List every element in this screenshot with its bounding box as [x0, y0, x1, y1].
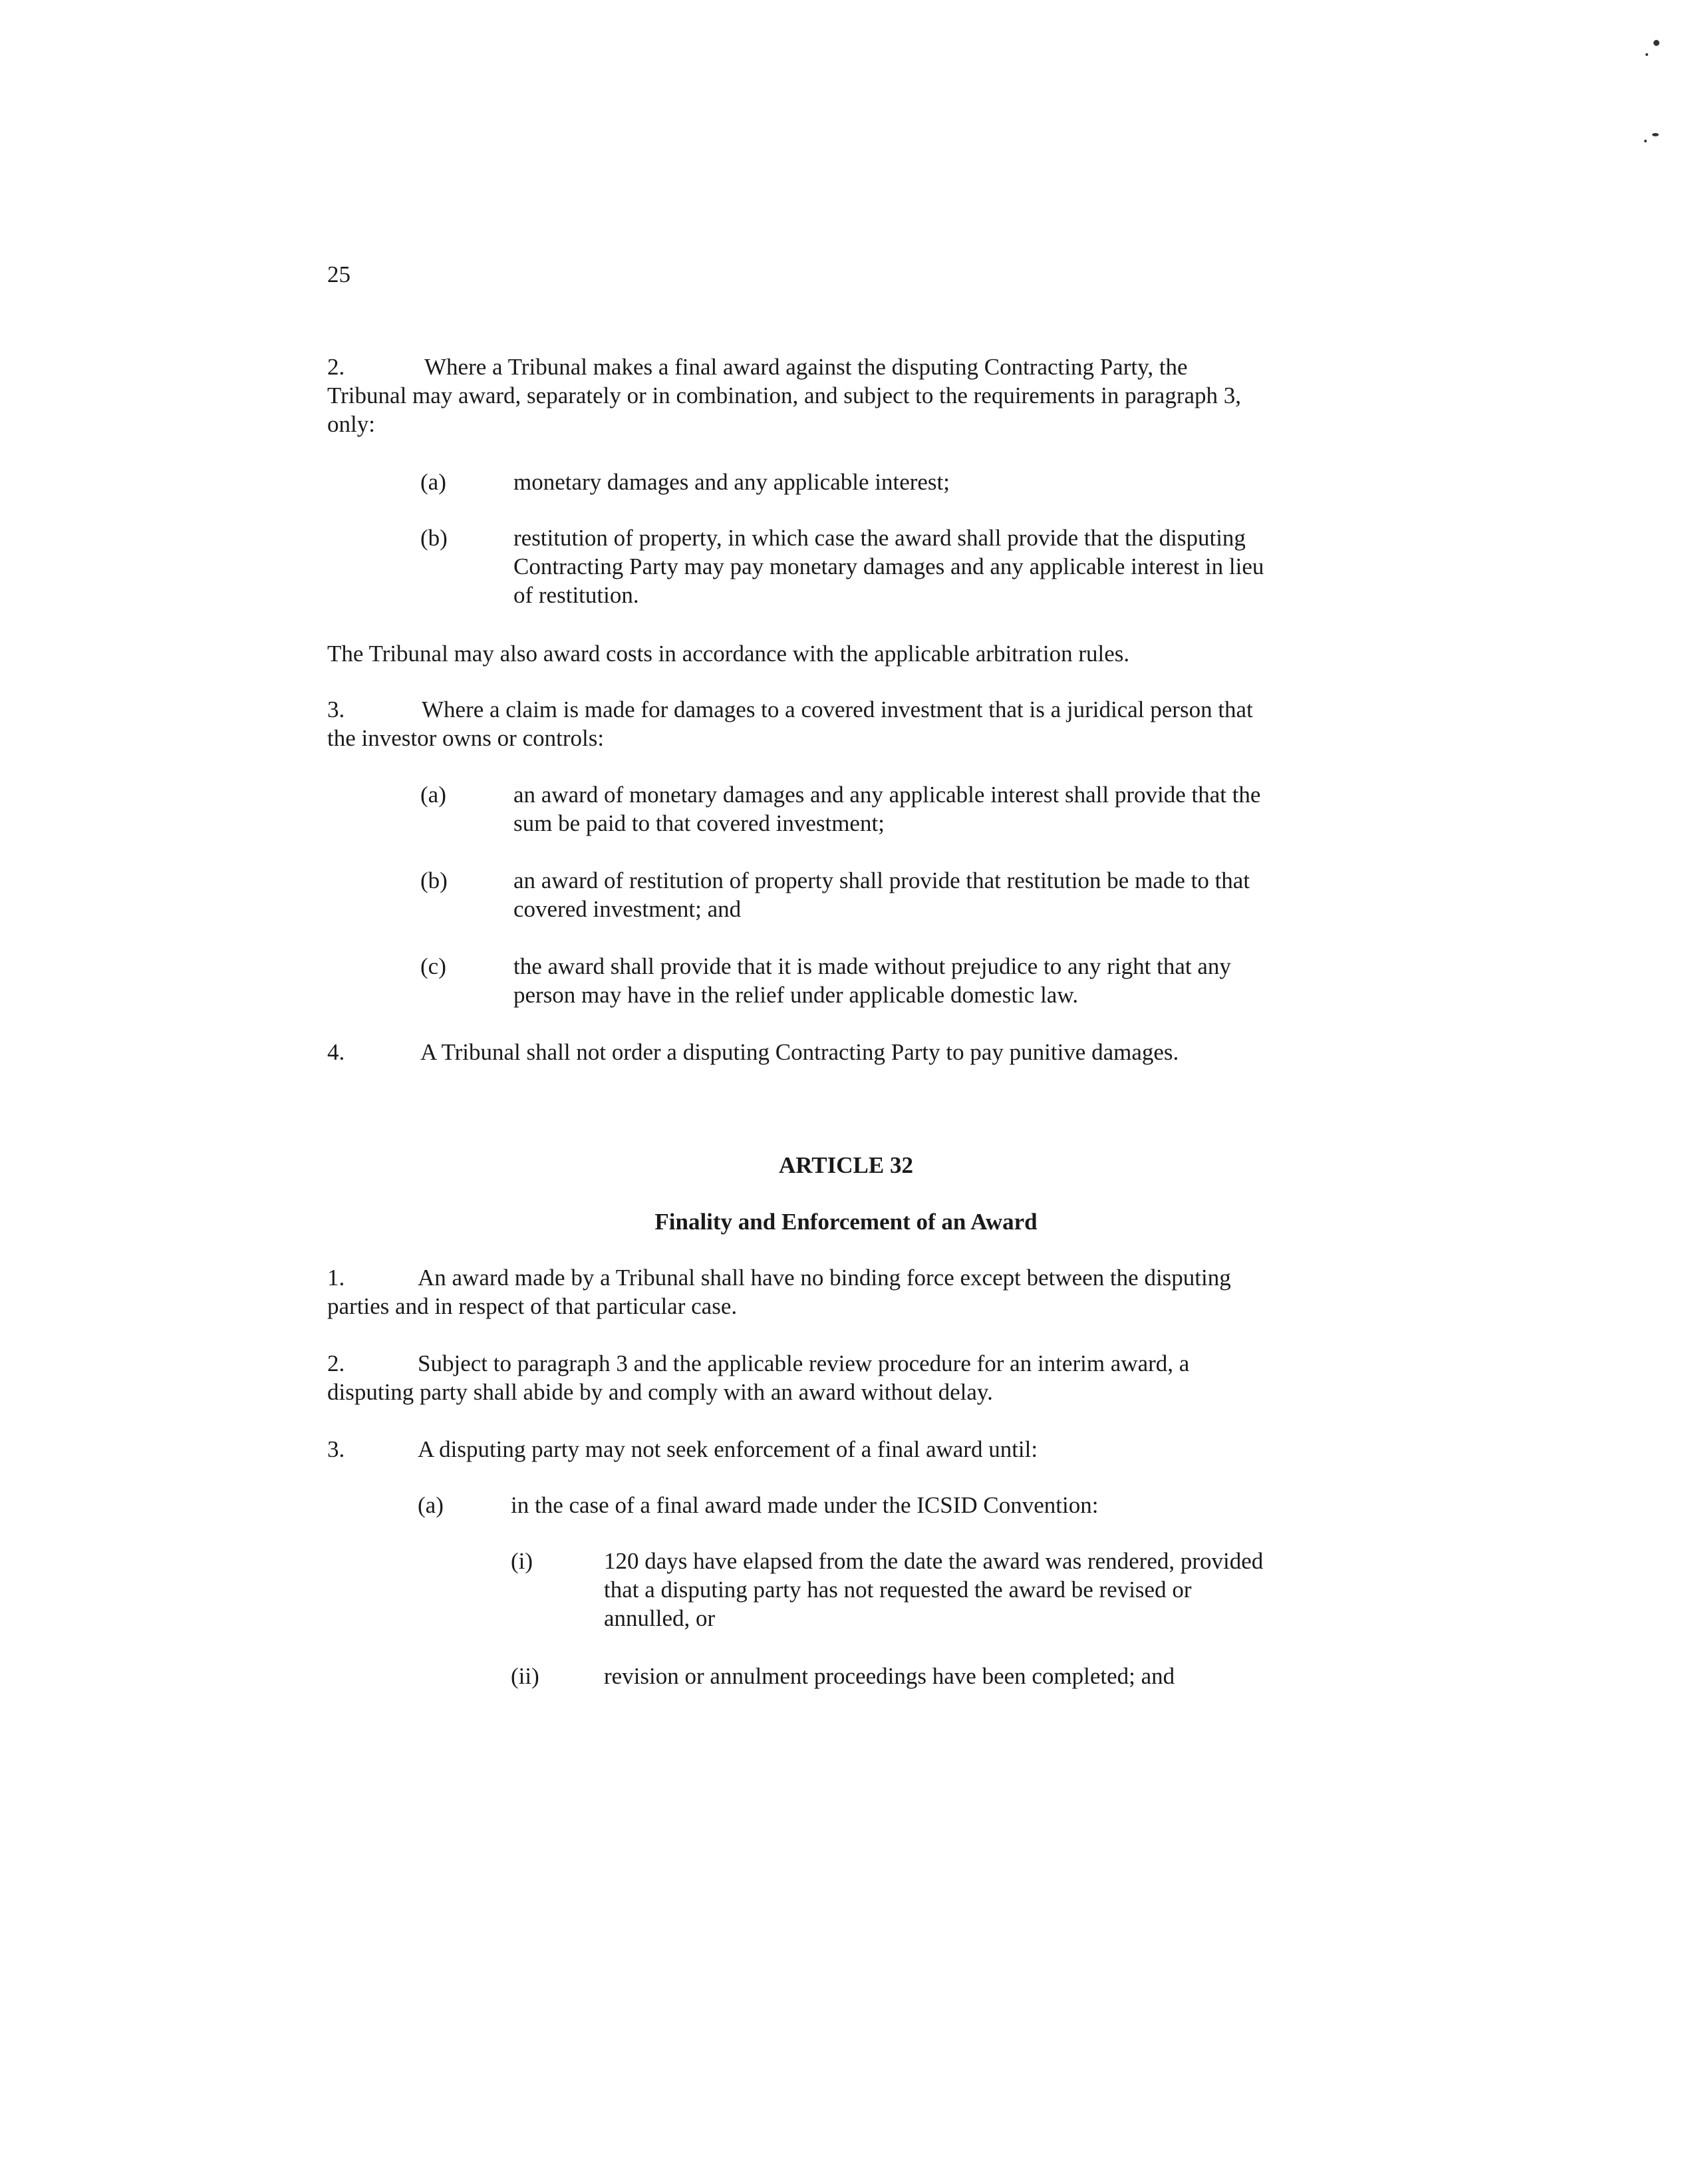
para-3-text	[327, 695, 1253, 752]
item-label: (a)	[420, 782, 446, 808]
item-label: (b)	[420, 525, 448, 551]
item-text	[513, 780, 1260, 838]
scan-speck	[1645, 53, 1648, 56]
para-4-text: A Tribunal shall not order a disputing Contracting Party to pay punitive damages.	[420, 1039, 1179, 1065]
item-text	[513, 468, 950, 496]
article-para-3-number: 3.	[327, 1436, 345, 1462]
item-label: (a)	[418, 1492, 444, 1518]
article-para-2-line: disputing party shall abide by and comply with an award without delay.	[327, 1379, 993, 1405]
item-text: in the case of a final award made under the ICSID Convention:	[511, 1492, 1099, 1518]
item-line: restitution of property, in which case the award shall provide that the disputing	[513, 525, 1246, 551]
subitem-label: (ii)	[511, 1663, 539, 1689]
item-line: of restitution.	[513, 582, 639, 608]
scan-speck	[1644, 140, 1647, 142]
article-para-2-line: Subject to paragraph 3 and the applicable review procedure for an interim award, a	[418, 1350, 1190, 1376]
subitem-label: (i)	[511, 1548, 533, 1574]
item-line: an award of monetary damages and any applicable interest shall provide that the	[513, 782, 1261, 808]
item-line: an award of restitution of property shall provide that restitution be made to that	[513, 867, 1250, 893]
subitem-line: revision or annulment proceedings have been completed; and	[604, 1663, 1175, 1689]
subitem-line: annulled, or	[604, 1605, 716, 1631]
para-2-line: Where a Tribunal makes a final award against the disputing Contracting Party, the	[424, 354, 1188, 380]
article-para-3-text: A disputing party may not seek enforcement of a final award until:	[418, 1436, 1038, 1462]
item-line: monetary damages and any applicable interest;	[513, 469, 950, 495]
para-3-line: the investor owns or controls:	[327, 725, 605, 751]
para-3-line: Where a claim is made for damages to a covered investment that is a juridical person that	[422, 697, 1253, 722]
item-label: (b)	[420, 867, 448, 893]
article-para-1-line: An award made by a Tribunal shall have no binding force except between the disputing	[418, 1265, 1231, 1291]
article-para-2-text	[327, 1349, 1189, 1406]
subitem-line: that a disputing party has not requested the award be revised or	[604, 1577, 1192, 1603]
article-para-1-text	[327, 1263, 1231, 1321]
para-2-text	[327, 353, 1241, 438]
item-label: (a)	[420, 469, 446, 495]
scan-speck	[1652, 133, 1659, 136]
item-line: the award shall provide that it is made without prejudice to any right that any	[513, 953, 1231, 979]
page-number: 25	[327, 261, 351, 287]
para-2-closing: The Tribunal may also award costs in accordance with the applicable arbitration rules.	[327, 641, 1130, 667]
item-text	[513, 952, 1231, 1009]
para-2-number: 2.	[327, 354, 345, 380]
article-para-1-number: 1.	[327, 1265, 345, 1291]
article-para-2-number: 2.	[327, 1350, 345, 1376]
item-line: Contracting Party may pay monetary damages and any applicable interest in lieu	[513, 553, 1264, 579]
subitem-line: 120 days have elapsed from the date the award was rendered, provided	[604, 1548, 1264, 1574]
scan-speck	[1653, 40, 1659, 46]
para-2-line: only:	[327, 411, 375, 437]
article-para-1-line: parties and in respect of that particular case.	[327, 1293, 738, 1319]
para-3-number: 3.	[327, 697, 345, 722]
item-line: person may have in the relief under applicable domestic law.	[513, 982, 1079, 1008]
para-4-number: 4.	[327, 1039, 345, 1065]
item-line: covered investment; and	[513, 896, 742, 922]
item-text	[513, 866, 1250, 923]
item-text	[513, 524, 1264, 609]
article-title: Finality and Enforcement of an Award	[654, 1209, 1038, 1235]
subitem-text	[604, 1662, 1175, 1690]
subitem-text	[604, 1547, 1263, 1633]
article-heading: ARTICLE 32	[778, 1152, 913, 1178]
item-label: (c)	[420, 953, 446, 979]
para-2-line: Tribunal may award, separately or in combination, and subject to the requirements in paragraph 3,	[327, 383, 1242, 408]
item-line: sum be paid to that covered investment;	[513, 810, 885, 836]
